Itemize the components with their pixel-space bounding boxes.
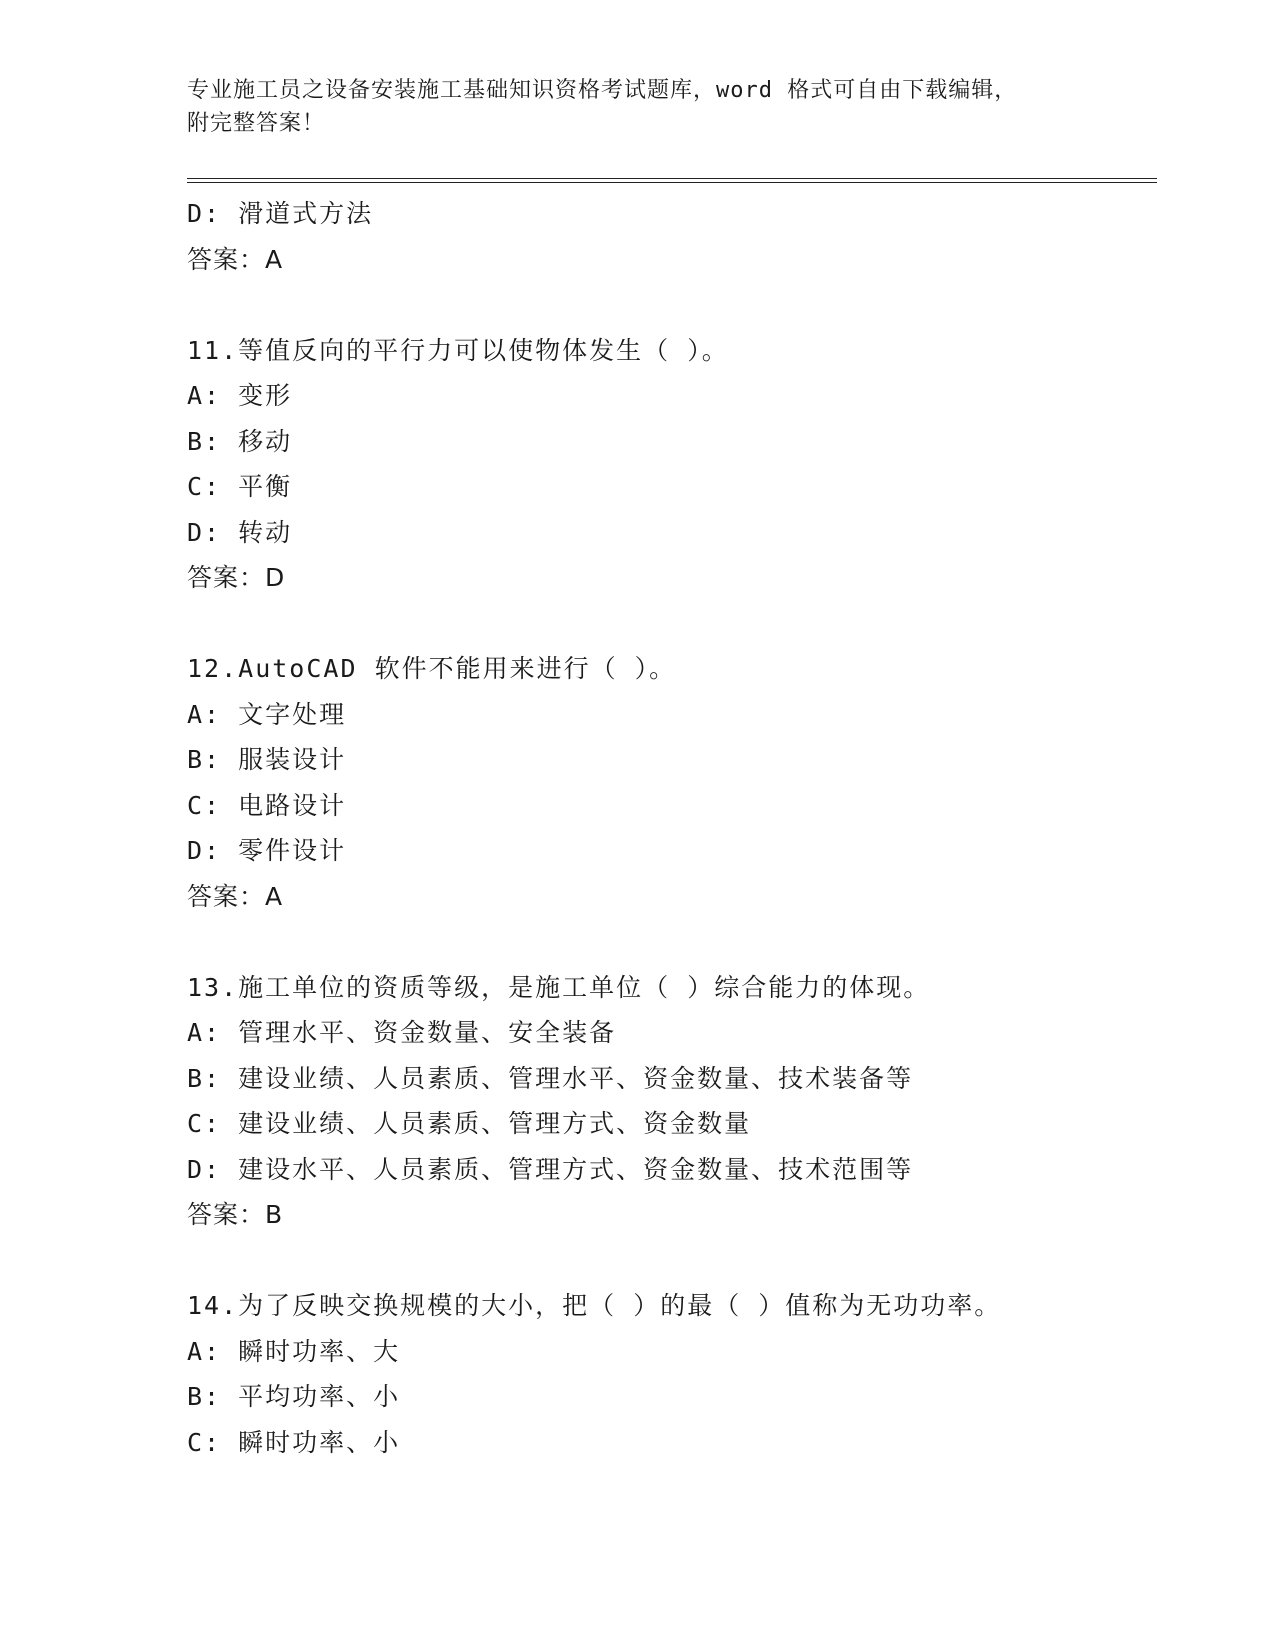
option-c: C: 平衡 bbox=[187, 472, 293, 501]
document-header bbox=[187, 74, 1067, 140]
question-stem: 11.等值反向的平行力可以使物体发生（ ）。 bbox=[187, 335, 729, 365]
option-c: C: 瞬时功率、小 bbox=[187, 1427, 401, 1457]
option-b: B: 建设业绩、人员素质、管理水平、资金数量、技术装备等 bbox=[187, 1063, 914, 1093]
option-a: A: 管理水平、资金数量、安全装备 bbox=[187, 1018, 617, 1047]
option-b: B: 平均功率、小 bbox=[187, 1382, 401, 1411]
document-page bbox=[187, 0, 1157, 1650]
spacer bbox=[187, 282, 1157, 328]
option-a: A: 文字处理 bbox=[187, 699, 347, 729]
question-list bbox=[187, 191, 1157, 1465]
answer: 答案：D bbox=[187, 563, 286, 592]
option-d: D: 建设水平、人员素质、管理方式、资金数量、技术范围等 bbox=[187, 1154, 914, 1184]
option-d: D: 滑道式方法 bbox=[187, 199, 374, 228]
answer: 答案：B bbox=[187, 1200, 284, 1229]
spacer bbox=[187, 601, 1157, 647]
question-stem: 14.为了反映交换规模的大小，把（ ）的最（ ）值称为无功功率。 bbox=[187, 1291, 1002, 1320]
header-divider bbox=[187, 178, 1157, 183]
question-stem: 12.AutoCAD 软件不能用来进行（ ）。 bbox=[187, 654, 677, 683]
header-title-line-2: 附完整答案！ bbox=[187, 111, 326, 136]
option-b: B: 移动 bbox=[187, 426, 293, 456]
option-c: C: 建设业绩、人员素质、管理方式、资金数量 bbox=[187, 1109, 752, 1138]
spacer bbox=[187, 919, 1157, 965]
answer: 答案：A bbox=[187, 244, 284, 274]
option-a: A: 瞬时功率、大 bbox=[187, 1336, 401, 1366]
answer: 答案：A bbox=[187, 881, 284, 911]
option-d: D: 零件设计 bbox=[187, 836, 347, 865]
option-c: C: 电路设计 bbox=[187, 790, 347, 820]
option-a: A: 变形 bbox=[187, 381, 293, 410]
question-stem: 13.施工单位的资质等级，是施工单位（ ）综合能力的体现。 bbox=[187, 972, 931, 1002]
spacer bbox=[187, 1238, 1157, 1284]
option-d: D: 转动 bbox=[187, 517, 293, 547]
option-b: B: 服装设计 bbox=[187, 745, 347, 774]
header-title-line-1: 专业施工员之设备安装施工基础知识资格考试题库，word 格式可自由下载编辑， bbox=[187, 78, 1018, 103]
